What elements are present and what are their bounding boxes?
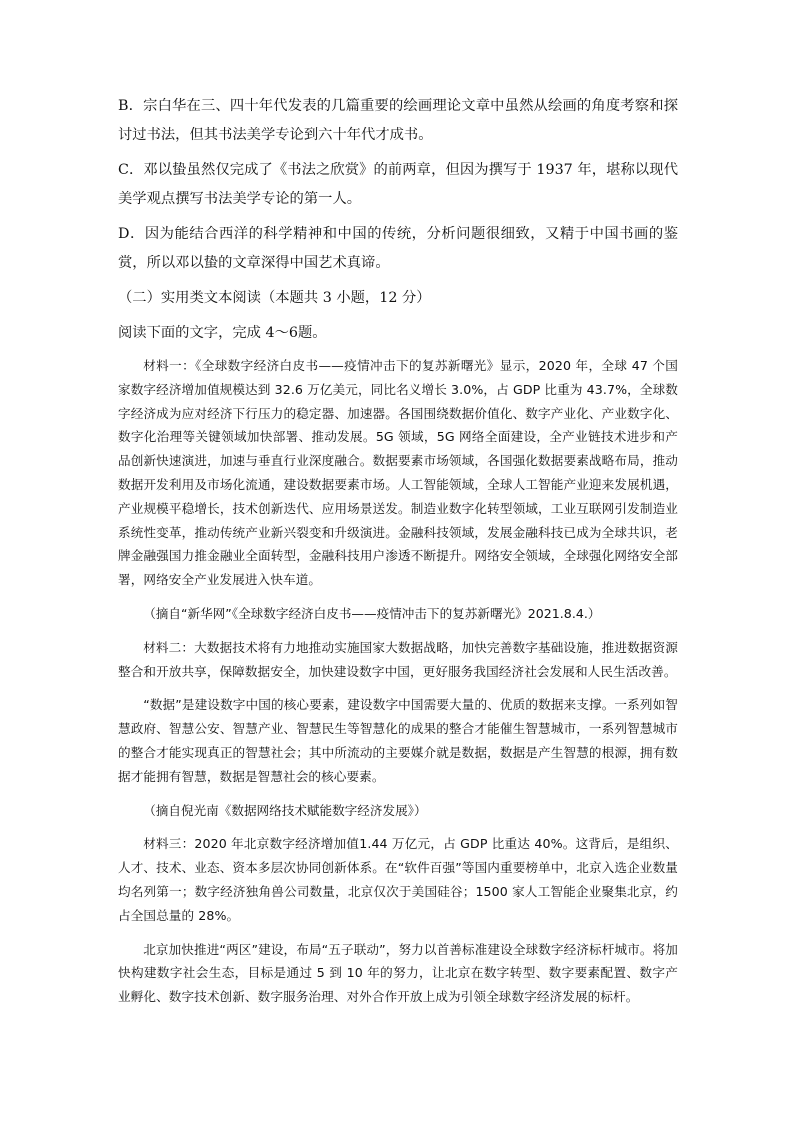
material-two-source: （摘自倪光南《数据网络技术赋能数字经济发展》） bbox=[143, 802, 427, 818]
material-three: 材料三：2020 年北京数字经济增加值1.44 万亿元，占 GDP 比重达 40%。这背后，是组织、人才、技术、业态、资本多层次协同创新体系。在“软件百强”等国内重要榜单中，北京入选企业数量均名列第一；数字经济独角兽公司数量，北京仅次于美国硅谷；1500 家人工智能企业聚集北京，约占全国总量的 28%。 bbox=[118, 836, 678, 923]
material-one: 材料一：《全球数字经济白皮书——疫情冲击下的复苏新曙光》显示，2020 年，全球 47 个国家数字经济增加值规模达到 32.6 万亿美元，同比名义增长 3.0%，占 GDP 比重为 43.7%，全球数字经济成为应对经济下行压力的稳定器、加速器。各国围绕数据价值化、数字产业化、产业数字化、数字化治理等关键领域加快部署、推动发展。5G 领域，5G 网络全面建设，全产业链技术进步和产品创新快速演进，加速与垂直行业深度融合。数据要素市场领域，各国强化数据要素战略布局，推动数据开发利用及市场化流通，建设数据要素市场。人工智能领域，全球人工智能产业迎来发展机遇，产业规模平稳增长，技术创新迭代、应用场景送发。制造业数字化转型领域，工业互联网引发制造业系统性变革，推动传统产业新兴裂变和升级演进。金融科技领域，发展金融科技已成为全球共识，老牌金融强国力推金融业全面转型，金融科技用户渗透不断提升。网络安全领域，全球强化网络安全部署，网络安全产业发展进入快车道。 bbox=[118, 358, 678, 588]
material-three-paragraph-2: 北京加快推进“两区”建设，布局“五子联动”，努力以首善标准建设全球数字经济标杆城市。将加快构建数字社会生态，目标是通过 5 到 10 年的努力，让北京在数字转型、数字要素配置、数字产业孵化、数字技术创新、数字服务治理、对外合作开放上成为引领全球数字经济发展的标杆。 bbox=[118, 941, 678, 1005]
section-instruction: 阅读下面的文字，完成 4～6题。 bbox=[118, 325, 327, 341]
section-title: （二）实用类文本阅读（本题共 3 小题，12 分） bbox=[118, 290, 431, 306]
document-page bbox=[118, 92, 678, 1019]
material-two-paragraph-2: “数据”是建设数字中国的核心要素，建设数字中国需要大量的、优质的数据来支撑。一系列如智慧政府、智慧公安、智慧产业、智慧民生等智慧化的成果的整合才能催生智慧城市，一系列智慧城市的整合才能实现真正的智慧社会；其中所流动的主要媒介就是数据，数据是产生智慧的根源，拥有数据才能拥有智慧，数据是智慧社会的核心要素。 bbox=[118, 697, 678, 784]
option-d: D．因为能结合西洋的科学精神和中国的传统，分析问题很细致，又精于中国书画的鉴赏，所以邓以蛰的文章深得中国艺术真谛。 bbox=[118, 226, 678, 271]
material-two: 材料二：大数据技术将有力地推动实施国家大数据战略，加快完善数字基础设施，推进数据资源整合和开放共享，保障数据安全，加快建设数字中国，更好服务我国经济社会发展和人民生活改善。 bbox=[118, 639, 678, 679]
option-b: B．宗白华在三、四十年代发表的几篇重要的绘画理论文章中虽然从绘画的角度考察和探讨过书法，但其书法美学专论到六十年代才成书。 bbox=[118, 98, 678, 143]
option-c: C．邓以蛰虽然仅完成了《书法之欣赏》的前两章，但因为撰写于 1937 年，堪称以现代美学观点撰写书法美学专论的第一人。 bbox=[118, 162, 678, 207]
material-one-source: （摘自“新华网”《全球数字经济白皮书——疫情冲击下的复苏新曙光》2021.8.4.） bbox=[143, 605, 601, 621]
